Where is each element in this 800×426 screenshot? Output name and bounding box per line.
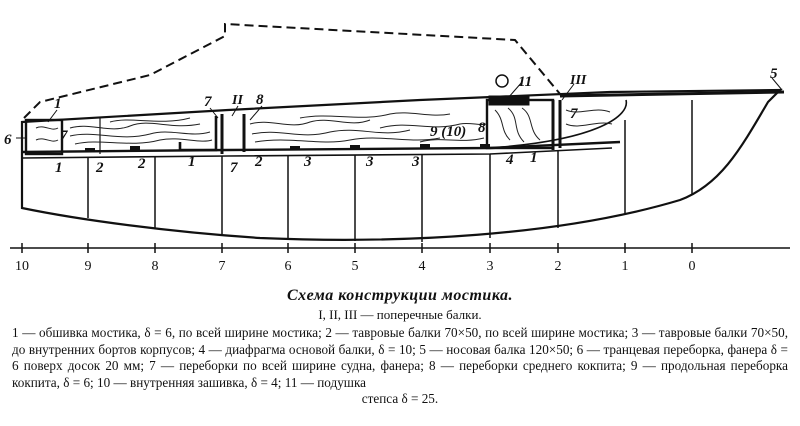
callout-8: 8	[478, 120, 486, 136]
station-labels	[15, 259, 696, 274]
station-label: 1	[621, 259, 629, 274]
station-label: 3	[486, 259, 494, 274]
callout-1: 1	[530, 150, 538, 166]
caption-subtitle: I, II, III — поперечные балки.	[318, 307, 482, 322]
callout-7: 7	[230, 160, 238, 176]
callout-4: 4	[506, 152, 514, 168]
callout-1: 1	[188, 154, 196, 170]
callout-1: 1	[55, 160, 63, 176]
station-label: 6	[284, 259, 292, 274]
caption	[0, 286, 800, 408]
hull-outline	[22, 90, 780, 240]
callout-1: 1	[54, 96, 62, 112]
callout-7: 7	[570, 106, 578, 122]
callout-5: 5	[770, 66, 778, 82]
station-label: 5	[351, 259, 359, 274]
station-label: 10	[15, 259, 29, 274]
callout-6: 6	[4, 132, 12, 148]
station-label: 0	[688, 259, 696, 274]
leader-lines	[16, 78, 782, 138]
legend-text-end: степса δ = 25.	[361, 391, 439, 407]
station-label: 4	[418, 259, 426, 274]
callout-3: 3	[366, 154, 374, 170]
legend	[12, 325, 788, 408]
wood-grain	[36, 108, 612, 144]
callout-8: 8	[256, 92, 264, 108]
callout-2: 2	[255, 154, 263, 170]
caption-title: Схема конструкции мостика.	[286, 287, 514, 304]
callout-7: 7	[60, 128, 68, 144]
callout-3: 3	[412, 154, 420, 170]
callout-3: 3	[304, 154, 312, 170]
step-pad-ring-icon	[496, 75, 508, 87]
station-label: 8	[151, 259, 159, 274]
callout-beam-II: II	[232, 93, 243, 108]
station-label: 2	[554, 259, 562, 274]
callout-2: 2	[96, 160, 104, 176]
callout-2: 2	[138, 156, 146, 172]
callout-beam-III: III	[570, 73, 587, 88]
station-label: 7	[218, 259, 226, 274]
cabin-outline-dashed	[24, 24, 565, 118]
callout-11: 11	[518, 74, 533, 90]
station-label: 9	[84, 259, 92, 274]
callout-7: 7	[204, 94, 212, 110]
legend-text: 1 — обшивка мостика, δ = 6, по всей ширине мостика; 2 — тавровые балки 70×50, по всей ширине мостика; 3 — тавровые балки 70×50, до внутренних бортов корпусов; 4 — диафрагма основой балки, δ = 10; 5 — носовая балка 120×50; 6 — транцевая переборка, фанера δ = 6 поверх досок 20 мм; 7 — переборки по всей ширине судна, фанера; 8 — переборки среднего кокпита; 9 — продольная переборка кокпита, δ = 6; 10 — внутренняя зашивка, δ = 4; 11 — подушка	[12, 325, 788, 390]
callout-9-10: 9 (10)	[430, 124, 467, 140]
